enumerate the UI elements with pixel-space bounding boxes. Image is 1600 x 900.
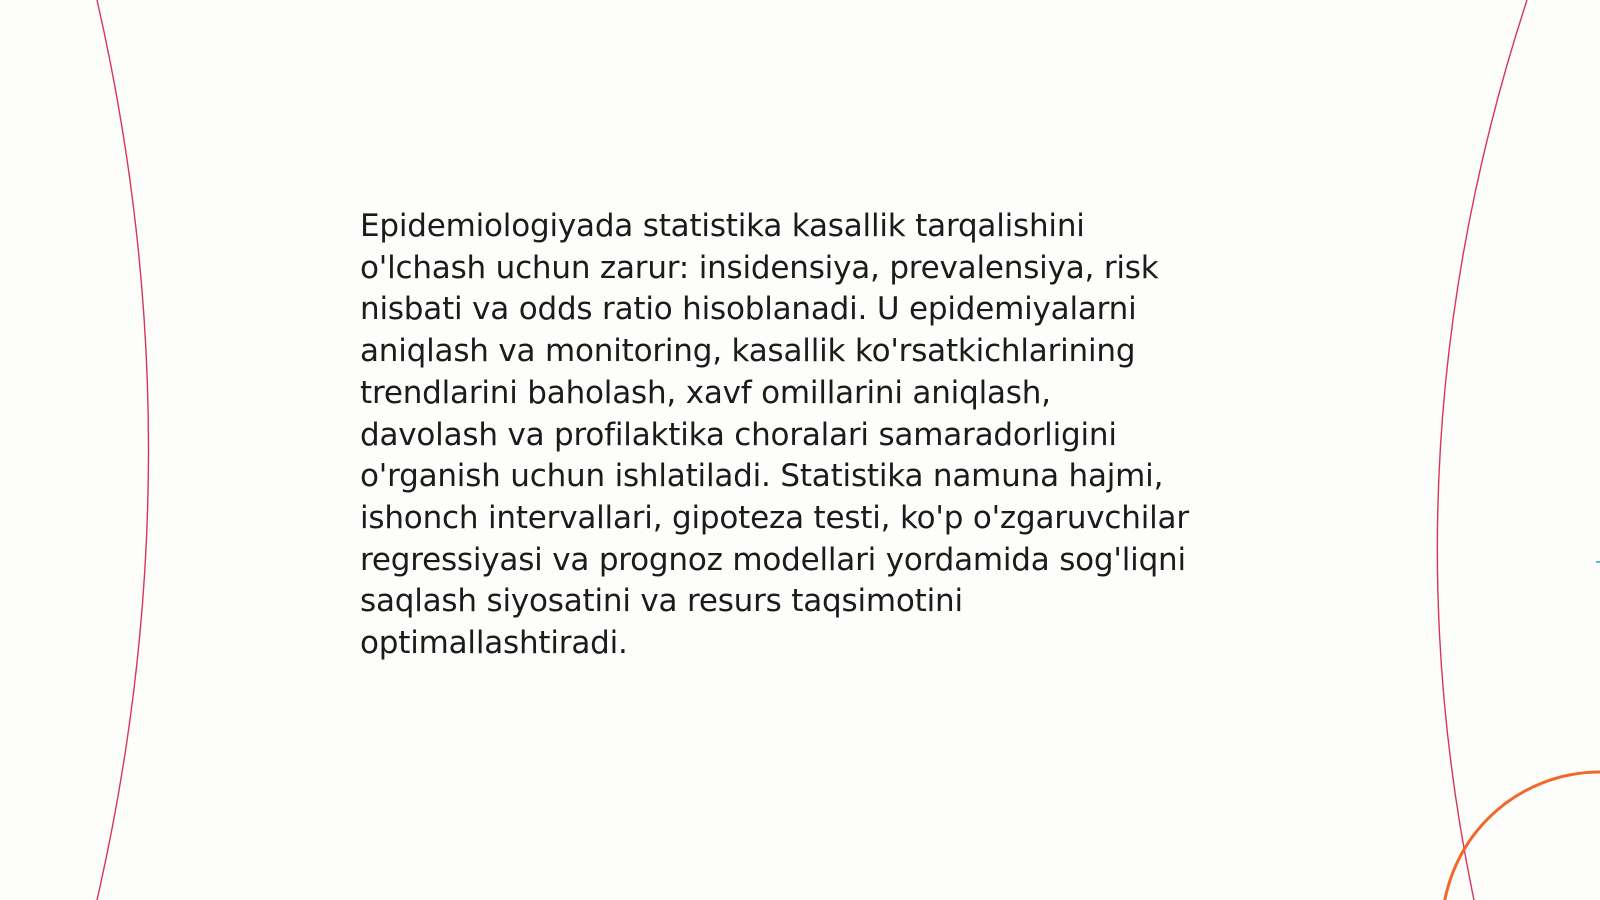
left-curve [97, 0, 149, 900]
body-line: o'rganish uchun ishlatiladi. Statistika namuna hajmi, [360, 458, 1164, 495]
body-line: o'lchash uchun zarur: insidensiya, prevalensiya, risk [360, 249, 1159, 286]
body-line: aniqlash va monitoring, kasallik ko'rsatkichlarining [360, 333, 1136, 370]
right-curve [1437, 0, 1527, 900]
body-line: davolash va profilaktika choralari samaradorligini [360, 416, 1117, 453]
body-line: saqlash siyosatini va resurs taqsimotini [360, 583, 963, 620]
body-line: optimallashtiradi. [360, 625, 628, 662]
body-paragraph [360, 206, 1260, 665]
orange-circle-arc [1442, 772, 1600, 900]
body-line: trendlarini baholash, xavf omillarini aniqlash, [360, 374, 1051, 411]
body-line: Epidemiologiyada statistika kasallik tarqalishini [360, 208, 1085, 244]
body-line: regressiyasi va prognoz modellari yordamida sog'liqni [360, 541, 1186, 578]
body-line: ishonch intervallari, gipoteza testi, ko'p o'zgaruvchilar [360, 499, 1189, 536]
body-line: nisbati va odds ratio hisoblanadi. U epidemiyalarni [360, 291, 1137, 328]
